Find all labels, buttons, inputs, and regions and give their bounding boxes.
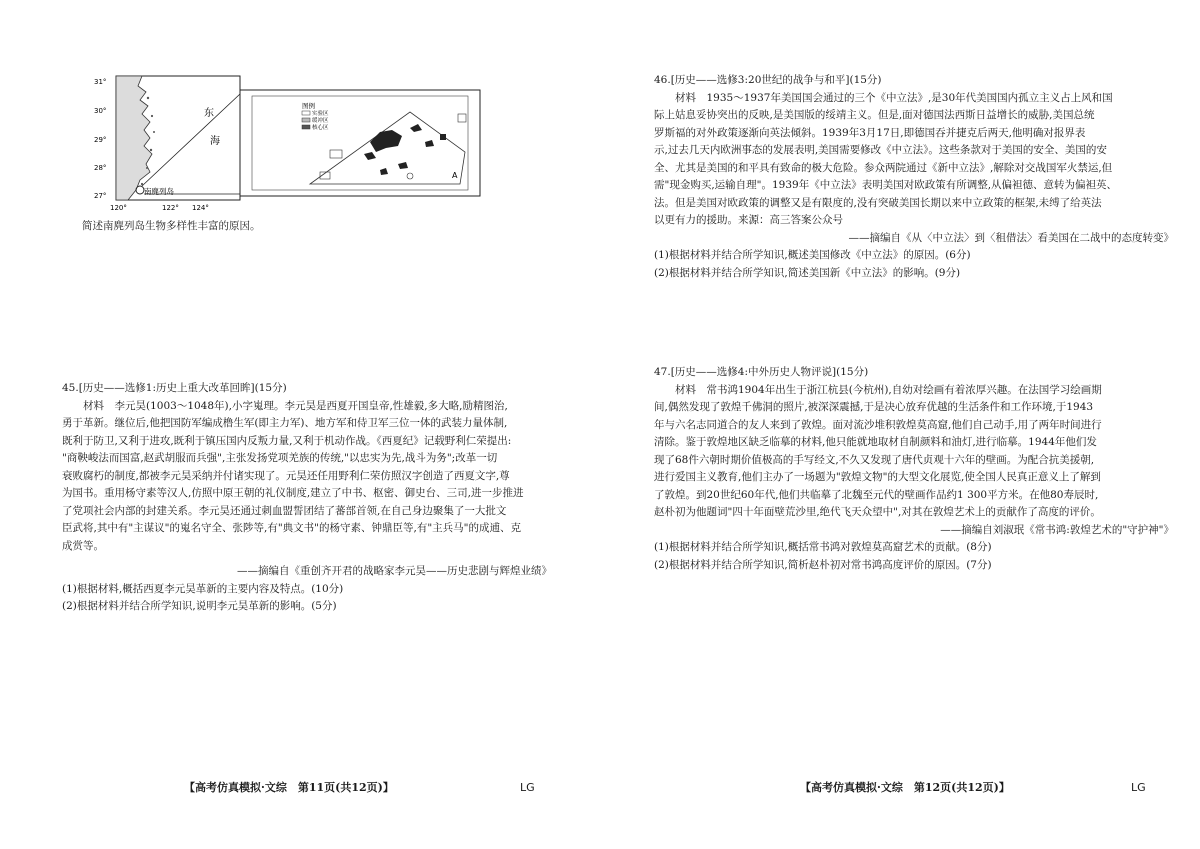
north-label: A [452,171,458,180]
q47-subquestion-1: (1)根据材料并结合所学知识,概括常书鸿对敦煌莫高窟艺术的贡献。(8分) [654,541,992,553]
q45-material-line: 衰败腐朽的制度,都被李元昊采纳并付诸实现了。元昊还任用野利仁荣仿照汉字创造了西夏文字,尊 [62,469,510,482]
q46-material-line: 际上姑息妥协突出的反映,是美国版的绥靖主义。但是,面对德国法西斯日益增长的威胁,美国总统 [654,109,1095,121]
question-45 [62,380,552,616]
q45-subquestion-1: (1)根据材料,概括西夏李元昊革新的主要内容及特点。(10分) [62,582,344,595]
q47-material-line: 进行爱国主义教育,他们主办了一场题为"敦煌文物"的大型文化展览,使全国人民真正意义上了解到 [654,471,1101,483]
lat-label-30: 30° [94,107,107,115]
lon-label-120: 120° [110,204,127,212]
q47-material-line: 赵朴初为他题词"四十年面壁荒沙里,绝代飞天众望中",对其在敦煌艺术上的贡献作了高度的评价。 [654,506,1101,518]
q46-material-line: 需"现金购买,运输自理"。1939年《中立法》表明美国对欧政策有所调整,从偏袒德、意转为偏袒英、 [654,179,1118,191]
q45-citation: ——摘编自《重创齐开君的战略家李元昊——历史悲剧与辉煌业绩》 [237,565,552,577]
q45-material-line: 既利于防卫,又利于进攻,既利于镇压国内反叛力量,又利于机动作战。《西夏纪》记载野利仁荣提出: [62,434,512,447]
footer-left-code: LG [520,781,535,794]
q45-material-line: 成赏等。 [62,539,104,552]
map-legend [302,101,329,131]
question-47 [654,364,1174,574]
q46-subquestion-1: (1)根据材料并结合所学知识,概述美国修改《中立法》的原因。(6分) [654,249,971,261]
island-label: 南麂列岛 [144,187,174,196]
q46-material-line: 示,过去几天内欧洲事态的发展表明,美国需要修改《中立法》。这些条款对于美国的安全、美国的安 [654,144,1107,156]
lat-label-29: 29° [94,136,107,144]
legend-item-buffer: 缓冲区 [312,118,329,124]
q46-material-line: 材料 1935～1937年美国国会通过的三个《中立法》,是30年代美国国内孤立主义占上风和国 [675,91,1113,104]
sea-label-dong: 东 [204,108,214,119]
q45-material-line: 为国书。重用杨守素等汉人,仿照中原王朝的礼仪制度,建立了中书、枢密、御史台、三司,进一步推进 [62,487,524,499]
q46-title: 46.[历史——选修3:20世纪的战争与和平](15分) [654,74,882,86]
inset-frame [240,90,480,196]
q47-material-line: 年与六名志同道合的友人来到了敦煌。面对流沙堆积敦煌莫高窟,他们自己动手,用了两年时间进行 [654,418,1102,431]
q46-material-line: 罗斯福的对外政策逐渐向英法倾斜。1939年3月17日,即德国吞并捷克后两天,他明确对报界表 [654,126,1086,139]
legend-title: 图例 [302,102,315,110]
q45-title: 45.[历史——选修1:历史上重大改革回眸](15分) [62,382,287,394]
q47-material-line: 清除。鉴于敦煌地区缺乏临摹的材料,他只能就地取材自制颜料和油灯,进行临摹。1944年他们发 [654,436,1097,448]
q47-material-line: 材料 常书鸿1904年出生于浙江杭县(今杭州),自幼对绘画有着浓厚兴趣。在法国学习绘画期 [675,383,1102,396]
lat-label-28: 28° [94,164,107,172]
q46-material-line: 法。但是美国对欧政策的调整又是有限度的,没有突破美国长期以来中立政策的框架,未缚了给英法 [654,196,1102,209]
lat-label-27: 27° [94,192,107,200]
q47-material-line: 了敦煌。到20世纪60年代,他们共临摹了北魏至元代的壁画作品约1 300平方米。在他80寿辰时, [654,488,1099,501]
q47-subquestion-2: (2)根据材料并结合所学知识,简析赵朴初对常书鸿高度评价的原因。(7分) [654,558,992,571]
q45-material-line: 材料 李元昊(1003～1048年),小字嵬理。李元昊是西夏开国皇帝,性雄毅,多大略,励精图治, [83,399,508,412]
q45-subquestion-2: (2)根据材料并结合所学知识,说明李元昊革新的影响。(5分) [62,600,337,612]
question-46 [654,72,1174,282]
lat-label-31: 31° [94,78,107,86]
q45-material-line: 了党项社会内部的封建关系。李元昊还通过刺血盟誓团结了蕃部首领,在自己身边聚集了一大批文 [62,504,507,517]
sea-label-hai: 海 [210,136,220,147]
q44-prompt: 简述南麂列岛生物多样性丰富的原因。 [82,220,261,232]
footer-right-code: LG [1131,781,1146,794]
lon-label-124: 124° [192,204,209,212]
q47-title: 47.[历史——选修4:中外历史人物评说](15分) [654,366,869,378]
q45-material-line: 勇于革新。继位后,他把国防军编成橹生军(即主力军)、地方军和侍卫军三位一体的武装力量体制, [62,417,508,429]
footer-left-page-label: 【高考仿真模拟·文综 第11页(共12页)】 [184,781,394,794]
q46-subquestion-2: (2)根据材料并结合所学知识,简述美国新《中立法》的影响。(9分) [654,266,961,279]
nanji-islands-map [80,72,500,222]
lon-label-122: 122° [162,204,179,212]
q45-material-line: "商鞅峻法而国富,赵武胡服而兵强",主张发扬党项羌族的传统,"以忠实为先,战斗为务";改革一切 [62,452,498,464]
legend-item-experimental: 实验区 [312,111,329,117]
q46-material-line: 以更有力的援助。来源：高三答案公众号 [654,214,843,226]
island-marker [136,186,144,194]
q46-citation: ——摘编自《从〈中立法〉到〈租借法〉看美国在二战中的态度转变》 [848,231,1174,244]
q47-citation: ——摘编自刘淑珉《常书鸿:敦煌艺术的"守护神"》 [940,523,1174,536]
footer-right-page-label: 【高考仿真模拟·文综 第12页(共12页)】 [800,781,1010,794]
legend-item-core: 核心区 [312,125,329,131]
q46-material-line: 全、尤其是美国的和平具有致命的极大危险。参众两院通过《新中立法》,解除对交战国军火禁运,但 [654,161,1113,174]
q47-material-line: 间,偶然发现了敦煌千佛洞的照片,被深深震撼,于是决心放弃优越的生活条件和工作环境,于1943 [654,401,1094,413]
q47-material-line: 现了68件六朝时期价值极高的手写经文,不久又发现了唐代贞观十六年的壁画。为配合抗美援朝, [654,453,1095,466]
q45-material-line: 臣武将,其中有"主谋议"的嵬名守全、张陟等,有"典文书"的杨守素、钟鼎臣等,有"主兵马"的成逋、克 [62,522,521,534]
